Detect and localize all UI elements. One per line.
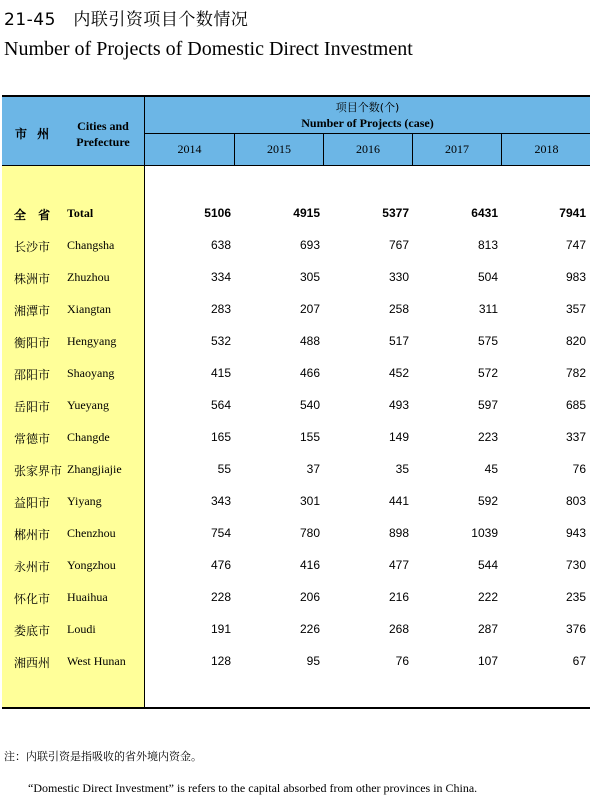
city-name-en: Changsha	[67, 238, 115, 252]
project-count-2015: 416	[299, 558, 320, 572]
project-count-2018: 782	[565, 366, 586, 380]
project-count-2017: 287	[477, 622, 498, 636]
city-name-en: Shaoyang	[67, 366, 115, 380]
project-count-2015: 155	[299, 430, 320, 444]
city-name-en: Changde	[67, 430, 110, 444]
city-name-cn: 永州市	[14, 560, 51, 574]
table-row	[2, 325, 590, 357]
page-title-cn: 21-45 内联引资项目个数情况	[4, 10, 249, 30]
city-name-en: Yongzhou	[67, 558, 116, 572]
project-count-2016: 149	[388, 430, 409, 444]
city-name-en: Xiangtan	[67, 302, 111, 316]
project-count-2018: 67	[572, 654, 586, 668]
project-count-2017: 45	[484, 462, 498, 476]
city-name-en: Zhangjiajie	[67, 462, 122, 476]
project-count-2016: 452	[388, 366, 409, 380]
project-count-2015: 305	[299, 270, 320, 284]
city-name-cn: 岳阳市	[14, 400, 51, 414]
header-projects-en: Number of Projects (case)	[301, 116, 434, 130]
table-row	[2, 581, 590, 613]
project-count-2016: 216	[388, 590, 409, 604]
city-name-cn: 全 省	[14, 208, 55, 222]
project-count-2015: 226	[299, 622, 320, 636]
footnote-en: “Domestic Direct Investment” is refers to the capital absorbed from other provinces in China.	[28, 781, 478, 795]
project-count-2017: 107	[477, 654, 498, 668]
project-count-2015: 540	[299, 398, 320, 412]
project-count-2016: 258	[388, 302, 409, 316]
table-row	[2, 549, 590, 581]
table-row	[2, 293, 590, 325]
header-city-cell	[2, 97, 145, 165]
project-count-2014: 5106	[204, 206, 231, 220]
header-city-en	[66, 118, 140, 150]
project-count-2018: 76	[572, 462, 586, 476]
table-row	[2, 421, 590, 453]
city-name-cn: 株洲市	[14, 272, 51, 286]
project-count-2017: 544	[477, 558, 498, 572]
data-table	[2, 95, 590, 709]
header-city-en-line1: Cities and	[77, 119, 129, 133]
year-header-2016: 2016	[323, 134, 412, 165]
project-count-2015: 206	[299, 590, 320, 604]
project-count-2014: 334	[210, 270, 231, 284]
project-count-2018: 337	[565, 430, 586, 444]
project-count-2014: 165	[210, 430, 231, 444]
table-row	[2, 645, 590, 677]
project-count-2017: 572	[477, 366, 498, 380]
city-name-cn: 湘潭市	[14, 304, 51, 318]
project-count-2014: 283	[210, 302, 231, 316]
table-row-total	[2, 197, 590, 229]
project-count-2017: 223	[477, 430, 498, 444]
project-count-2015: 301	[299, 494, 320, 508]
table-bottom-rule	[2, 707, 590, 709]
project-count-2014: 228	[210, 590, 231, 604]
table-row	[2, 613, 590, 645]
project-count-2017: 6431	[471, 206, 498, 220]
project-count-2014: 128	[210, 654, 231, 668]
project-count-2014: 532	[210, 334, 231, 348]
project-count-2014: 564	[210, 398, 231, 412]
city-name-cn: 湘西州	[14, 656, 51, 670]
city-name-cn: 郴州市	[14, 528, 51, 542]
project-count-2018: 943	[565, 526, 586, 540]
table-row	[2, 485, 590, 517]
city-name-en: Loudi	[67, 622, 96, 636]
project-count-2017: 813	[477, 238, 498, 252]
table-row	[2, 229, 590, 261]
project-count-2014: 191	[210, 622, 231, 636]
project-count-2016: 330	[388, 270, 409, 284]
table-row	[2, 389, 590, 421]
project-count-2015: 207	[299, 302, 320, 316]
project-count-2017: 504	[477, 270, 498, 284]
table-row	[2, 261, 590, 293]
header-city-en-line2: Prefecture	[76, 135, 130, 149]
project-count-2018: 803	[565, 494, 586, 508]
project-count-2014: 754	[210, 526, 231, 540]
city-name-en: Hengyang	[67, 334, 117, 348]
project-count-2014: 476	[210, 558, 231, 572]
project-count-2016: 35	[395, 462, 409, 476]
city-name-cn: 娄底市	[14, 624, 51, 638]
project-count-2015: 37	[306, 462, 320, 476]
year-header-2017: 2017	[412, 134, 501, 165]
city-name-cn: 益阳市	[14, 496, 51, 510]
city-name-cn: 怀化市	[14, 592, 51, 606]
project-count-2014: 343	[210, 494, 231, 508]
city-name-en: Yueyang	[67, 398, 109, 412]
city-name-cn: 张家界市	[14, 464, 63, 478]
project-count-2017: 597	[477, 398, 498, 412]
project-count-2018: 7941	[559, 206, 586, 220]
project-count-2017: 311	[478, 302, 498, 316]
header-projects-cn: 项目个数(个)	[335, 101, 400, 114]
city-name-en: Chenzhou	[67, 526, 116, 540]
page-title-en: Number of Projects of Domestic Direct Investment	[4, 38, 413, 60]
table-row	[2, 517, 590, 549]
city-name-en: Zhuzhou	[67, 270, 110, 284]
project-count-2017: 592	[477, 494, 498, 508]
project-count-2016: 5377	[382, 206, 409, 220]
table-row	[2, 357, 590, 389]
project-count-2014: 415	[210, 366, 231, 380]
project-count-2017: 222	[477, 590, 498, 604]
city-name-en: West Hunan	[67, 654, 126, 668]
project-count-2018: 235	[565, 590, 586, 604]
project-count-2018: 685	[565, 398, 586, 412]
project-count-2016: 477	[388, 558, 409, 572]
project-count-2015: 95	[306, 654, 320, 668]
project-count-2018: 820	[565, 334, 586, 348]
project-count-2018: 357	[565, 302, 586, 316]
project-count-2016: 898	[388, 526, 409, 540]
project-count-2015: 466	[299, 366, 320, 380]
project-count-2015: 488	[299, 334, 320, 348]
header-city-cn: 市 州	[15, 127, 53, 141]
city-name-en: Yiyang	[67, 494, 102, 508]
project-count-2018: 983	[565, 270, 586, 284]
project-count-2018: 730	[565, 558, 586, 572]
project-count-2016: 76	[395, 654, 409, 668]
footnote-cn: 注：内联引资是指吸收的省外境内资金。	[4, 750, 202, 763]
city-name-cn: 邵阳市	[14, 368, 51, 382]
project-count-2015: 693	[299, 238, 320, 252]
project-count-2016: 517	[388, 334, 409, 348]
project-count-2018: 376	[565, 622, 586, 636]
project-count-2017: 575	[477, 334, 498, 348]
year-header-2014: 2014	[177, 142, 202, 156]
table-row	[2, 453, 590, 485]
project-count-2016: 493	[388, 398, 409, 412]
project-count-2015: 4915	[293, 206, 320, 220]
project-count-2014: 55	[217, 462, 231, 476]
city-name-en: Huaihua	[67, 590, 108, 604]
project-count-2017: 1039	[471, 526, 498, 540]
project-count-2018: 747	[565, 238, 586, 252]
city-name-en: Total	[67, 206, 94, 220]
project-count-2015: 780	[299, 526, 320, 540]
year-header-2018: 2018	[501, 134, 590, 165]
city-name-cn: 衡阳市	[14, 336, 51, 350]
project-count-2016: 767	[388, 238, 409, 252]
project-count-2016: 441	[388, 494, 409, 508]
year-header-2015: 2015	[234, 134, 323, 165]
city-name-cn: 长沙市	[14, 240, 51, 254]
project-count-2016: 268	[388, 622, 409, 636]
project-count-2014: 638	[210, 238, 231, 252]
city-name-cn: 常德市	[14, 432, 51, 446]
